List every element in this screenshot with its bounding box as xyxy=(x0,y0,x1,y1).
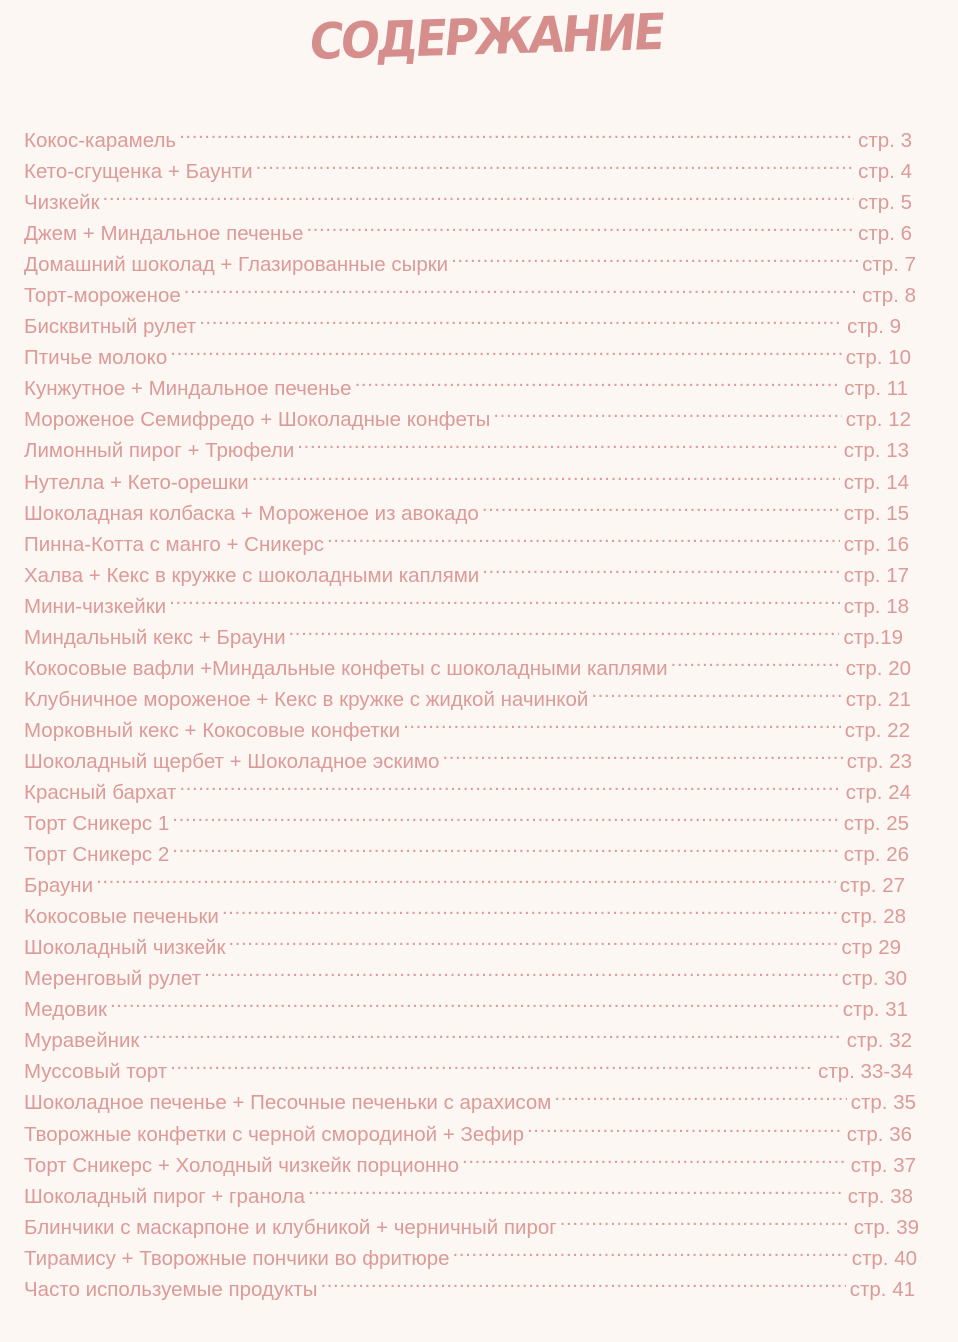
toc-entry-title: Шоколадное печенье + Песочные печеньки с арахисом xyxy=(24,1091,552,1115)
toc-entry-page: стр. 25 xyxy=(843,812,909,836)
toc-entry-page: стр. 22 xyxy=(844,718,910,742)
toc-entry-title: Пинна-Котта с манго + Сникерс xyxy=(24,532,324,556)
dot-leader xyxy=(355,364,841,395)
toc-entry-page: стр. 26 xyxy=(843,843,909,867)
toc-entry-title: Красный бархат xyxy=(24,780,177,804)
toc-entry-page: стр.19 xyxy=(843,625,903,649)
toc-entry-title: Брауни xyxy=(24,874,94,898)
toc-entry-title: Кунжутное + Миндальное печенье xyxy=(24,377,352,401)
toc-entry-page: стр. 36 xyxy=(846,1122,912,1146)
toc-entry-title: Нутелла + Кето-орешки xyxy=(24,470,249,494)
toc-entry-page: стр. 17 xyxy=(843,563,909,587)
dot-leader xyxy=(169,582,840,613)
toc-entry-title: Мороженое Семифредо + Шоколадные конфеты xyxy=(24,408,491,432)
toc-entry-page: стр. 37 xyxy=(850,1153,916,1177)
toc-entry-page: стр. 8 xyxy=(862,284,916,308)
toc-entry-13[interactable] xyxy=(24,489,909,525)
toc-entry-8[interactable] xyxy=(24,333,911,370)
dot-leader xyxy=(306,209,854,240)
toc-entry-title: Кокосовые печеньки xyxy=(24,905,219,929)
dot-leader xyxy=(179,116,854,147)
dot-leader xyxy=(170,333,841,364)
toc-entry-32[interactable] xyxy=(24,1078,916,1115)
toc-entry-page: стр. 13 xyxy=(843,439,909,463)
toc-entry-9[interactable] xyxy=(24,364,908,401)
dot-leader xyxy=(142,1016,842,1047)
toc-entry-1[interactable] xyxy=(24,116,912,152)
dot-leader xyxy=(527,1110,843,1141)
toc-entry-page: стр. 5 xyxy=(858,191,912,215)
toc-entry-34[interactable] xyxy=(24,1141,916,1177)
toc-entry-33[interactable] xyxy=(24,1110,912,1146)
dot-leader xyxy=(403,706,841,737)
toc-entry-title: Миндальный кекс + Брауни xyxy=(24,625,286,649)
toc-entry-31[interactable] xyxy=(24,1047,913,1084)
dot-leader xyxy=(320,1265,845,1296)
toc-entry-page: стр. 21 xyxy=(845,687,911,711)
toc-entry-title: Муравейник xyxy=(24,1029,140,1053)
toc-entry-page: стр. 3 xyxy=(858,129,912,152)
toc-entry-18[interactable] xyxy=(24,644,911,680)
toc-entry-title: Часто используемые продукты xyxy=(24,1277,318,1301)
toc-entry-page: стр. 18 xyxy=(843,594,909,618)
dot-leader xyxy=(256,147,855,178)
dot-leader xyxy=(170,1047,814,1078)
toc-entry-title: Медовик xyxy=(24,998,107,1022)
toc-entry-title: Меренговый рулет xyxy=(24,967,202,991)
toc-entry-page: стр. 38 xyxy=(847,1184,913,1208)
toc-entry-page: стр. 24 xyxy=(845,780,911,804)
page-title: СОДЕРЖАНИЕ xyxy=(306,3,666,71)
toc-entry-title: Чизкейк xyxy=(24,191,100,215)
dot-leader xyxy=(228,923,837,954)
toc-entry-14[interactable] xyxy=(24,520,909,556)
toc-entry-title: Торт Сникерс + Холодный чизкейк порционно xyxy=(24,1153,460,1177)
dot-leader xyxy=(327,520,840,551)
dot-leader xyxy=(554,1078,846,1109)
dot-leader xyxy=(453,1234,848,1265)
toc-entry-page: стр. 30 xyxy=(841,967,907,991)
dot-leader xyxy=(671,644,842,675)
dot-leader xyxy=(308,1172,844,1203)
dot-leader xyxy=(96,861,836,892)
toc-entry-page: стр. 7 xyxy=(862,253,916,277)
toc-entry-title: Тирамису + Творожные пончики во фритюре xyxy=(24,1246,450,1270)
toc-entry-page: стр. 6 xyxy=(858,222,912,246)
toc-entry-page: стр. 28 xyxy=(840,905,906,929)
dot-leader xyxy=(172,830,839,861)
dot-leader xyxy=(103,178,855,209)
toc-entry-35[interactable] xyxy=(24,1172,913,1208)
toc-entry-38[interactable] xyxy=(24,1265,915,1301)
dot-leader xyxy=(482,489,840,520)
toc-entry-20[interactable] xyxy=(24,706,910,742)
toc-entry-title: Джем + Миндальное печенье xyxy=(24,222,304,246)
toc-entry-page: стр. 16 xyxy=(843,532,909,556)
toc-entry-page: стр. 35 xyxy=(850,1091,916,1115)
toc-entry-title: Халва + Кекс в кружке с шоколадными каплями xyxy=(24,563,480,587)
toc-entry-title: Торт Сникерс 2 xyxy=(24,843,170,867)
toc-entry-15[interactable] xyxy=(24,551,909,587)
toc-entry-36[interactable] xyxy=(24,1203,919,1239)
toc-entry-27[interactable] xyxy=(24,923,901,960)
toc-entry-6[interactable] xyxy=(24,271,916,308)
toc-entry-page: стр. 33-34 xyxy=(818,1060,913,1084)
toc-entry-title: Мини-чизкейки xyxy=(24,594,167,618)
toc-entry-title: Блинчики с маскарпоне и клубникой + черничный пирог xyxy=(24,1215,557,1239)
toc-entry-page: стр. 27 xyxy=(839,874,905,898)
dot-leader xyxy=(442,737,842,768)
toc-entry-page: стр. 20 xyxy=(845,656,911,680)
toc-entry-title: Морковный кекс + Кокосовые конфетки xyxy=(24,718,401,742)
toc-entry-title: Бисквитный рулет xyxy=(24,315,197,339)
toc-entry-37[interactable] xyxy=(24,1234,917,1270)
dot-leader xyxy=(560,1203,850,1234)
dot-leader xyxy=(451,240,858,271)
toc-entry-page: стр. 12 xyxy=(845,408,911,432)
toc-entry-title: Кето-сгущенка + Баунти xyxy=(24,160,253,184)
toc-entry-25[interactable] xyxy=(24,861,905,898)
toc-entry-21[interactable] xyxy=(24,737,912,773)
toc-entry-30[interactable] xyxy=(24,1016,912,1053)
dot-leader xyxy=(222,892,837,923)
dot-leader xyxy=(110,985,839,1016)
toc-entry-4[interactable] xyxy=(24,209,912,246)
toc-entry-page: стр. 39 xyxy=(853,1215,919,1239)
toc-entry-23[interactable] xyxy=(24,799,909,836)
toc-entry-7[interactable] xyxy=(24,302,901,339)
toc-entry-page: стр. 4 xyxy=(858,160,912,184)
toc-entry-17[interactable] xyxy=(24,613,903,649)
toc-entry-2[interactable] xyxy=(24,147,912,184)
toc-entry-10[interactable] xyxy=(24,395,911,432)
page-title-container xyxy=(0,2,958,72)
toc-entry-22[interactable] xyxy=(24,768,911,804)
toc-entry-19[interactable] xyxy=(24,675,911,711)
toc-entry-title: Кокос-карамель xyxy=(24,129,177,152)
toc-entry-page: стр. 14 xyxy=(843,470,909,494)
toc-entry-24[interactable] xyxy=(24,830,909,867)
dot-leader xyxy=(199,302,843,333)
toc-entry-title: Творожные конфетки с черной смородиной + Зефир xyxy=(24,1122,524,1146)
toc-entry-page: стр. 23 xyxy=(846,749,912,773)
toc-entry-title: Муссовый торт xyxy=(24,1060,168,1084)
toc-entry-12[interactable] xyxy=(24,458,909,494)
toc-entry-page: стр. 15 xyxy=(843,501,909,525)
dot-leader xyxy=(289,613,840,644)
dot-leader xyxy=(297,426,840,457)
toc-entry-page: стр. 41 xyxy=(849,1277,915,1301)
toc-entry-28[interactable] xyxy=(24,954,907,991)
toc-entry-page: стр. 31 xyxy=(842,998,908,1022)
toc-entry-title: Домашний шоколад + Глазированные сырки xyxy=(24,253,449,277)
toc-entry-page: стр. 11 xyxy=(844,377,908,401)
toc-entry-page: стр. 40 xyxy=(851,1246,917,1270)
toc-entry-title: Шоколадный чизкейк xyxy=(24,936,226,960)
toc-entry-title: Шоколадная колбаска + Мороженое из авокадо xyxy=(24,501,479,525)
toc-entry-16[interactable] xyxy=(24,582,909,618)
toc-entry-title: Птичье молоко xyxy=(24,346,168,370)
dot-leader xyxy=(493,395,841,426)
toc-entry-title: Торт Сникерс 1 xyxy=(24,812,170,836)
dot-leader xyxy=(172,799,839,830)
dot-leader xyxy=(591,675,841,706)
dot-leader xyxy=(482,551,840,582)
toc-entry-26[interactable] xyxy=(24,892,906,929)
toc-entry-title: Кокосовые вафли +Миндальные конфеты с шоколадными каплями xyxy=(24,656,668,680)
toc-entry-title: Клубничное мороженое + Кекс в кружке с жидкой начинкой xyxy=(24,687,589,711)
toc-entry-title: Шоколадный пирог + гранола xyxy=(24,1184,305,1208)
toc-entry-3[interactable] xyxy=(24,178,912,215)
dot-leader xyxy=(184,271,858,302)
toc-entry-page: стр. 10 xyxy=(845,346,911,370)
toc-entry-title: Торт-мороженое xyxy=(24,284,181,308)
toc-entry-29[interactable] xyxy=(24,985,908,1022)
toc-entry-title: Шоколадный щербет + Шоколадное эскимо xyxy=(24,749,440,773)
toc-entry-page: стр. 32 xyxy=(846,1029,912,1053)
toc-entry-5[interactable] xyxy=(24,240,916,277)
dot-leader xyxy=(462,1141,847,1172)
toc-entry-page: стр 29 xyxy=(841,936,901,960)
toc-entry-11[interactable] xyxy=(24,426,909,463)
dot-leader xyxy=(179,768,841,799)
toc-entry-title: Лимонный пирог + Трюфели xyxy=(24,439,295,463)
dot-leader xyxy=(204,954,838,985)
toc-entry-page: стр. 9 xyxy=(847,315,901,339)
dot-leader xyxy=(252,458,840,489)
table-of-contents xyxy=(24,116,924,1301)
